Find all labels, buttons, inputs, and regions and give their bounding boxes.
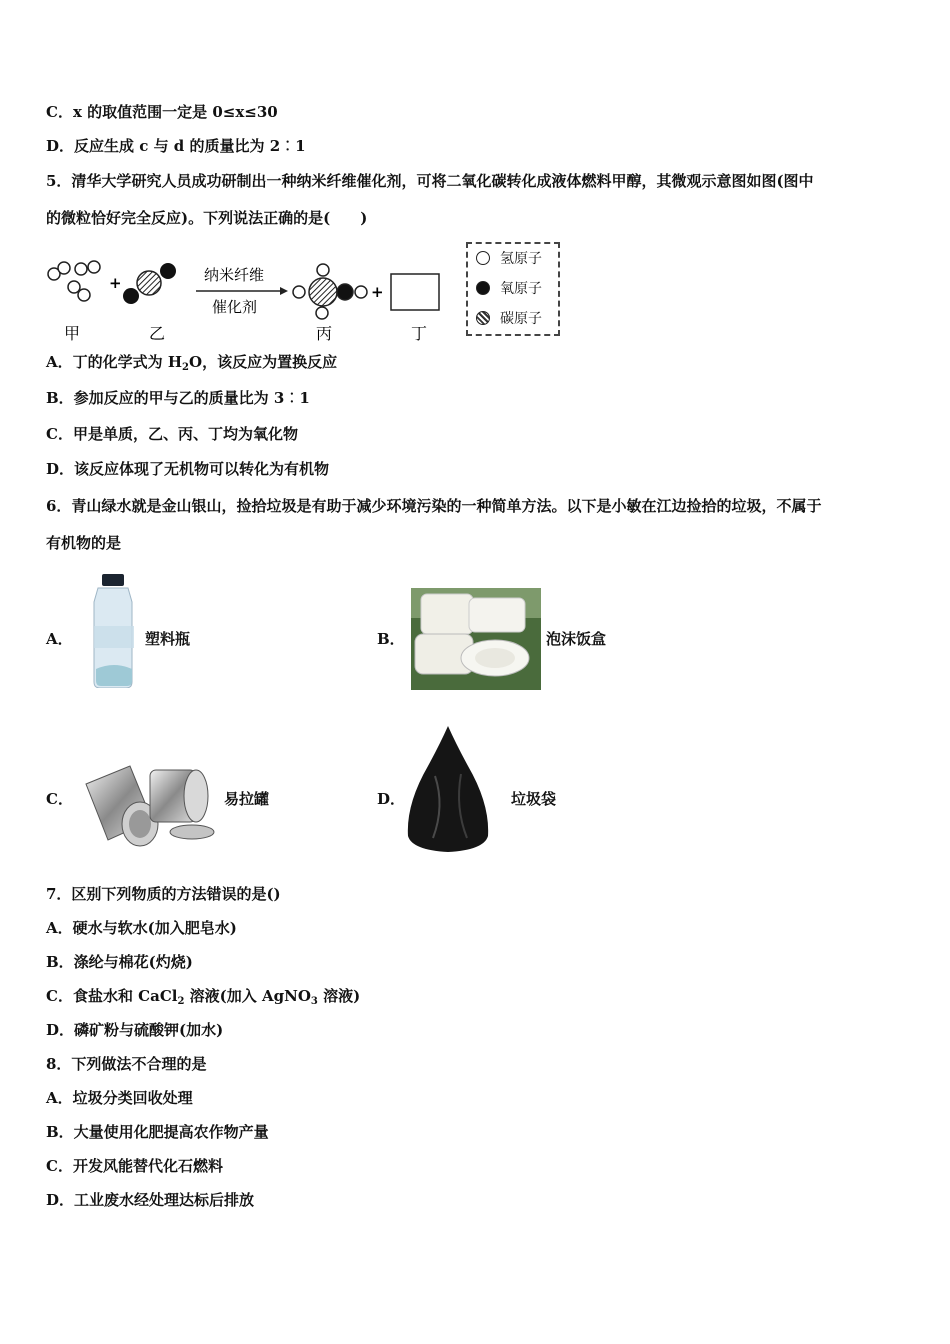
atom-legend [466,242,560,336]
q8-option-d: D．工业废水经处理达标后排放 [46,1191,255,1209]
carbon-atom-icon [476,311,490,325]
q6-option-c-letter: C． [46,790,73,808]
q6-option-d-label: 垃圾袋 [511,790,557,808]
q6-option-d-letter: D． [377,790,406,808]
q6-stem-line1: 6．青山绿水就是金山银山，捡拾垃圾是有助于减少环境污染的一种简单方法。以下是小敏在江边捡拾的垃圾，不属于 [46,497,822,515]
reactant-yi-molecule [123,263,176,304]
q7-option-b: B．涤纶与棉花(灼烧) [46,953,193,971]
q5-option-c: C．甲是单质，乙、丙、丁均为氧化物 [46,425,298,443]
q6-option-c-label: 易拉罐 [224,790,270,808]
q8-stem: 8．下列做法不合理的是 [46,1055,207,1073]
q6-option-b-label: 泡沫饭盒 [546,630,607,648]
product-ding-box [391,274,439,310]
reactant-jia-molecules [48,261,100,301]
q8-option-b: B．大量使用化肥提高农作物产量 [46,1123,269,1141]
q4-option-d: D．反应生成 c 与 d 的质量比为 2︰1 [46,137,306,155]
plastic-bottle-icon [86,574,142,688]
legend-carbon: 碳原子 [476,308,542,328]
plus-sign-2: + [371,283,384,301]
label-jia: 甲 [64,324,81,343]
q7-option-d: D．磷矿粉与硫酸钾(加水) [46,1021,224,1039]
product-bing-molecule [293,264,367,319]
q5-stem-line2: 的微粒恰好完全反应)。下列说法正确的是( ) [46,209,368,227]
oxygen-atom-icon [476,281,490,295]
garbage-bag-icon [405,726,491,854]
label-bing: 丙 [316,324,333,343]
q7-stem: 7．区别下列物质的方法错误的是() [46,885,281,903]
label-ding: 丁 [411,324,428,343]
q5-option-b: B．参加反应的甲与乙的质量比为 3︰1 [46,389,310,407]
q5-option-a: A．丁的化学式为 $H_2O$，该反应为置换反应 [46,353,338,373]
reaction-diagram [44,255,464,343]
arrow-label-top: 纳米纤维 [204,266,265,284]
q6-option-a-label: 塑料瓶 [145,630,191,648]
q6-option-b-letter: B． [377,630,405,648]
q8-option-c: C．开发风能替代化石燃料 [46,1157,223,1175]
legend-oxygen: 氧原子 [476,278,542,298]
cans-icon [72,762,218,854]
arrow-label-bottom: 催化剂 [212,298,258,316]
q5-stem-line1: 5．清华大学研究人员成功研制出一种纳米纤维催化剂，可将二氧化碳转化成液体燃料甲醇，其微观示意图如图(图中 [46,172,814,190]
label-yi: 乙 [149,324,166,343]
q7-option-c: C．食盐水和 CaCl$_2$ 溶液(加入 AgNO$_3$ 溶液) [46,987,361,1007]
q6-stem-line2: 有机物的是 [46,534,122,552]
plus-sign-1: + [109,274,122,292]
q5-option-d: D．该反应体现了无机物可以转化为有机物 [46,460,330,478]
q8-option-a: A．垃圾分类回收处理 [46,1089,193,1107]
hydrogen-atom-icon [476,251,490,265]
q6-option-a-letter: A． [46,630,73,648]
legend-hydrogen: 氢原子 [476,248,542,268]
foam-boxes-icon [411,588,541,690]
q7-option-a: A．硬水与软水(加入肥皂水) [46,919,237,937]
q4-option-c: C．x 的取值范围一定是 0≤x≤30 [46,103,278,121]
